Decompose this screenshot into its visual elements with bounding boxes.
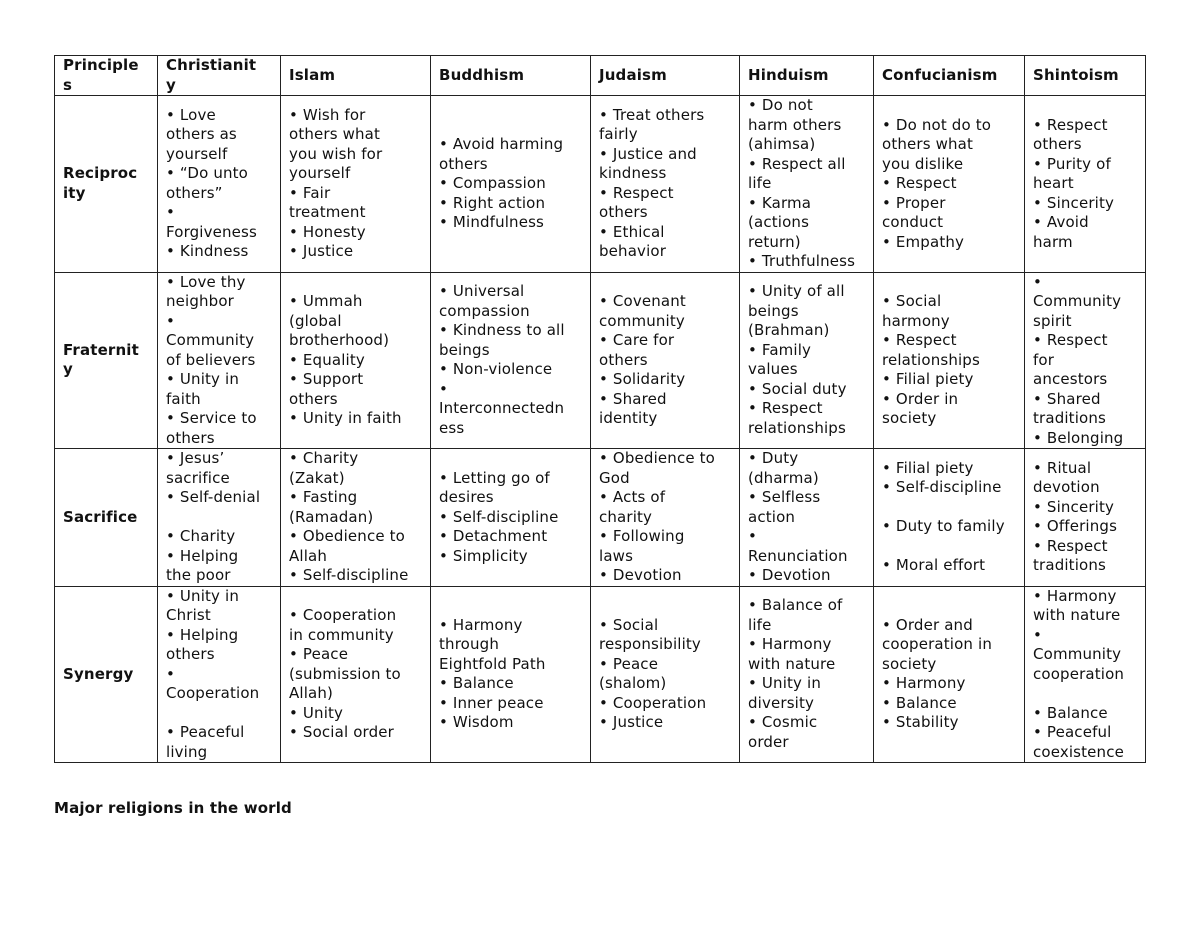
- cell-line: Shintoism: [1033, 65, 1119, 84]
- cell-line: • Letting go of: [439, 468, 550, 487]
- cell-line: brotherhood): [289, 331, 390, 349]
- cell-line: • Cooperation: [599, 693, 707, 712]
- cell-line: • Compassion: [439, 174, 546, 192]
- cell-line: others: [1033, 135, 1082, 153]
- cell-line: • Social: [882, 292, 942, 310]
- cell-synergy-hinduism: [740, 586, 874, 763]
- cell-line: • Unity in faith: [289, 409, 402, 427]
- cell-line: Eightfold Path: [439, 654, 546, 673]
- cell-line: diversity: [748, 693, 815, 712]
- cell-sacrifice-hinduism: [740, 449, 874, 587]
- header-hinduism: [740, 56, 874, 96]
- cell-line: Renunciation: [748, 546, 848, 565]
- cell-line: • Wish for: [289, 105, 366, 124]
- cell-line: harm: [1033, 232, 1073, 251]
- cell-reciprocity-islam: [281, 96, 431, 273]
- cell-line: charity: [599, 507, 653, 526]
- cell-line: • Self-discipline: [882, 478, 1002, 497]
- cell-line: you wish for: [289, 144, 383, 163]
- cell-line: kindness: [599, 164, 667, 183]
- cell-line: • Simplicity: [439, 546, 528, 565]
- cell-line: others”: [166, 183, 223, 202]
- cell-line: • Obedience to: [289, 527, 405, 545]
- cell-fraternity-buddhism: [431, 272, 591, 449]
- cell-reciprocity-shintoism: [1025, 96, 1146, 273]
- document-caption: Major religions in the world: [54, 799, 292, 817]
- cell-line: desires: [439, 488, 494, 506]
- cell-line: • Harmony: [1033, 586, 1117, 605]
- cell-line: • Karma: [748, 193, 812, 212]
- cell-line: • Ethical: [599, 222, 665, 241]
- cell-line: [882, 498, 1021, 518]
- cell-line: others what: [289, 125, 381, 144]
- cell-line: • Order in: [882, 389, 959, 408]
- table-row-fraternity: [55, 272, 1146, 449]
- cell-line: • Balance of: [748, 596, 843, 615]
- cell-line: [882, 537, 1021, 557]
- cell-line: •: [166, 203, 175, 222]
- cell-line: • Peaceful: [1033, 723, 1112, 741]
- header-principles: [55, 56, 158, 96]
- cell-line: Reciproc: [63, 164, 138, 183]
- cell-line: cooperation: [1033, 664, 1125, 683]
- cell-synergy-christianity: [158, 586, 281, 763]
- cell-line: • Sincerity: [1033, 193, 1115, 212]
- cell-line: with nature: [1033, 606, 1121, 624]
- cell-line: • Stability: [882, 713, 959, 732]
- cell-reciprocity-confucianism: [874, 96, 1025, 273]
- cell-line: • Love thy: [166, 272, 246, 291]
- cell-line: • Helping: [166, 625, 239, 644]
- cell-line: • Proper: [882, 193, 946, 212]
- cell-line: neighbor: [166, 292, 234, 310]
- cell-line: • Duty to family: [882, 517, 1005, 536]
- cell-line: Islam: [289, 65, 336, 84]
- cell-line: (Zakat): [289, 468, 345, 487]
- cell-line: compassion: [439, 301, 530, 320]
- cell-line: with nature: [748, 654, 836, 673]
- cell-line: life: [748, 615, 772, 634]
- cell-line: • Kindness to all: [439, 321, 565, 340]
- cell-line: return): [748, 232, 801, 251]
- cell-line: order: [748, 732, 789, 751]
- cell-line: traditions: [1033, 556, 1106, 575]
- cell-line: • Social order: [289, 723, 394, 741]
- cell-line: • Avoid: [1033, 213, 1089, 231]
- cell-sacrifice-buddhism: [431, 449, 591, 587]
- cell-line: • Solidarity: [599, 370, 686, 388]
- cell-line: (Brahman): [748, 321, 830, 340]
- cell-line: • Shared: [599, 389, 667, 408]
- cell-line: •: [166, 311, 175, 330]
- cell-line: others: [166, 645, 215, 663]
- cell-line: • Peace: [289, 645, 349, 663]
- cell-line: Synergy: [63, 664, 134, 683]
- cell-line: faith: [166, 389, 201, 408]
- cell-line: • Order and: [882, 615, 973, 634]
- header-buddhism: [431, 56, 591, 96]
- cell-line: • Unity of all: [748, 282, 845, 301]
- cell-line: identity: [599, 409, 658, 427]
- cell-line: living: [166, 742, 208, 761]
- cell-line: • Support: [289, 370, 364, 388]
- cell-line: • Following: [599, 527, 685, 545]
- cell-line: others: [599, 203, 648, 222]
- cell-line: yourself: [166, 144, 228, 163]
- cell-line: relationships: [882, 350, 980, 369]
- cell-line: s: [63, 75, 73, 94]
- cell-line: harm others: [748, 115, 842, 134]
- cell-line: • Wisdom: [439, 713, 514, 732]
- cell-line: • Cooperation: [289, 606, 397, 624]
- cell-line: • Fair: [289, 183, 331, 202]
- cell-line: • Devotion: [748, 566, 831, 584]
- cell-reciprocity-hinduism: [740, 96, 874, 273]
- cell-line: (shalom): [599, 674, 667, 693]
- cell-line: • Filial piety: [882, 458, 974, 477]
- cell-line: [166, 704, 277, 724]
- cell-line: (actions: [748, 213, 810, 231]
- cell-line: • Peace: [599, 654, 659, 673]
- cell-fraternity-christianity: [158, 272, 281, 449]
- header-christianity: [158, 56, 281, 96]
- cell-fraternity-hinduism: [740, 272, 874, 449]
- cell-line: • Shared: [1033, 389, 1101, 408]
- cell-line: • Unity in: [166, 370, 239, 388]
- cell-line: Cooperation: [166, 684, 260, 702]
- cell-sacrifice-confucianism: [874, 449, 1025, 587]
- cell-line: Allah: [289, 546, 328, 565]
- cell-line: • Moral effort: [882, 556, 986, 575]
- cell-line: • Charity: [166, 527, 236, 545]
- header-islam: [281, 56, 431, 96]
- cell-line: • Peaceful: [166, 723, 245, 741]
- cell-line: [1033, 684, 1142, 704]
- cell-line: • Covenant: [599, 292, 686, 310]
- cell-line: • Self-discipline: [439, 507, 559, 526]
- cell-line: • Fasting: [289, 488, 358, 506]
- cell-line: • Balance: [1033, 703, 1108, 722]
- cell-line: life: [748, 174, 772, 192]
- cell-line: (dharma): [748, 468, 819, 487]
- cell-line: •: [439, 379, 448, 398]
- cell-line: Fraternit: [63, 340, 139, 359]
- cell-line: • Self-discipline: [289, 566, 409, 584]
- cell-sacrifice-islam: [281, 449, 431, 587]
- header-confucianism: [874, 56, 1025, 96]
- cell-line: y: [166, 75, 176, 94]
- cell-line: • Offerings: [1033, 517, 1118, 536]
- cell-line: • Belonging: [1033, 428, 1124, 447]
- cell-line: behavior: [599, 242, 667, 261]
- cell-synergy-shintoism: [1025, 586, 1146, 763]
- cell-line: • Honesty: [289, 222, 366, 241]
- cell-line: devotion: [1033, 478, 1100, 497]
- cell-line: • Respect: [882, 331, 957, 349]
- cell-reciprocity-christianity: [158, 96, 281, 273]
- cell-line: • Jesus’: [166, 449, 225, 467]
- cell-line: ity: [63, 183, 86, 202]
- cell-line: • Family: [748, 340, 812, 359]
- cell-line: others what: [882, 135, 974, 153]
- cell-line: (Ramadan): [289, 507, 374, 526]
- cell-line: treatment: [289, 203, 366, 222]
- table-row-synergy: [55, 586, 1146, 763]
- cell-line: •: [748, 527, 757, 545]
- cell-sacrifice-christianity: [158, 449, 281, 587]
- cell-line: • Respect: [882, 174, 957, 192]
- cell-line: • Respect: [1033, 536, 1108, 555]
- cell-line: others: [166, 428, 215, 447]
- cell-sacrifice-judaism: [591, 449, 740, 587]
- cell-line: you dislike: [882, 154, 964, 173]
- cell-line: through: [439, 635, 499, 654]
- cell-line: • “Do unto: [166, 164, 248, 183]
- cell-line: others: [439, 154, 488, 173]
- cell-line: • Unity in: [166, 586, 239, 605]
- cell-line: • Kindness: [166, 242, 249, 261]
- cell-line: cooperation in: [882, 635, 992, 654]
- cell-line: coexistence: [1033, 742, 1124, 761]
- cell-line: • Respect: [599, 183, 674, 202]
- cell-line: • Self-denial: [166, 488, 261, 506]
- cell-line: • Care for: [599, 331, 675, 349]
- cell-line: (ahimsa): [748, 135, 816, 153]
- cell-line: • Service to: [166, 409, 257, 427]
- cell-line: • Respect: [1033, 115, 1108, 134]
- cell-line: • Obedience to: [599, 449, 715, 467]
- row-label-synergy: [55, 586, 158, 763]
- cell-line: • Justice: [289, 242, 354, 261]
- cell-line: beings: [439, 340, 490, 359]
- cell-line: • Harmony: [748, 635, 832, 654]
- cell-line: ess: [439, 418, 465, 437]
- cell-line: yourself: [289, 164, 351, 183]
- cell-line: Community: [166, 331, 255, 349]
- cell-line: Allah): [289, 684, 334, 702]
- table-row-sacrifice: [55, 449, 1146, 587]
- cell-line: • Equality: [289, 350, 365, 369]
- cell-synergy-judaism: [591, 586, 740, 763]
- cell-fraternity-confucianism: [874, 272, 1025, 449]
- cell-line: Judaism: [599, 65, 667, 84]
- cell-line: •: [1033, 625, 1042, 644]
- cell-line: • Love: [166, 105, 216, 124]
- cell-line: • Acts of: [599, 488, 666, 506]
- cell-line: • Respect: [748, 399, 823, 418]
- cell-line: society: [882, 409, 937, 427]
- cell-line: fairly: [599, 125, 638, 144]
- cell-line: Community: [1033, 292, 1122, 310]
- cell-line: • Helping: [166, 546, 239, 565]
- cell-line: • Do not do to: [882, 115, 992, 134]
- cell-line: Confucianism: [882, 65, 998, 84]
- cell-reciprocity-judaism: [591, 96, 740, 273]
- cell-line: • Treat others: [599, 105, 705, 124]
- row-label-reciprocity: [55, 96, 158, 273]
- cell-line: • Truthfulness: [748, 252, 856, 270]
- cell-line: beings: [748, 301, 799, 320]
- cell-line: • Sincerity: [1033, 497, 1115, 516]
- cell-line: others as: [166, 125, 237, 144]
- cell-line: action: [748, 507, 796, 526]
- cell-line: •: [166, 664, 175, 683]
- cell-line: society: [882, 654, 937, 673]
- cell-line: • Balance: [439, 674, 514, 693]
- cell-line: • Empathy: [882, 232, 965, 251]
- cell-line: • Justice and: [599, 144, 697, 163]
- cell-line: (submission to: [289, 664, 401, 683]
- cell-line: y: [63, 360, 73, 379]
- cell-line: • Harmony: [439, 615, 523, 634]
- cell-line: • Do not: [748, 96, 813, 114]
- cell-line: others: [599, 350, 648, 369]
- cell-line: [166, 508, 277, 528]
- cell-line: • Ritual: [1033, 458, 1092, 477]
- cell-line: •: [1033, 272, 1042, 291]
- cell-line: Buddhism: [439, 65, 525, 84]
- row-label-fraternity: [55, 272, 158, 449]
- cell-synergy-islam: [281, 586, 431, 763]
- cell-line: values: [748, 360, 798, 379]
- header-shintoism: [1025, 56, 1146, 96]
- cell-line: • Devotion: [599, 566, 682, 584]
- cell-line: • Balance: [882, 693, 957, 712]
- cell-line: Interconnectedn: [439, 399, 565, 418]
- cell-reciprocity-buddhism: [431, 96, 591, 273]
- cell-line: others: [289, 389, 338, 408]
- cell-fraternity-judaism: [591, 272, 740, 449]
- cell-line: • Social duty: [748, 379, 847, 398]
- cell-line: • Justice: [599, 713, 664, 732]
- cell-fraternity-shintoism: [1025, 272, 1146, 449]
- cell-line: • Purity of: [1033, 154, 1111, 173]
- cell-line: conduct: [882, 213, 944, 231]
- cell-line: Christianit: [166, 56, 257, 74]
- cell-line: • Respect all: [748, 154, 846, 173]
- cell-line: Sacrifice: [63, 507, 138, 526]
- cell-line: Community: [1033, 645, 1122, 663]
- cell-line: for: [1033, 350, 1055, 369]
- cell-sacrifice-shintoism: [1025, 449, 1146, 587]
- cell-line: • Unity in: [748, 674, 821, 693]
- cell-line: of believers: [166, 350, 256, 369]
- header-judaism: [591, 56, 740, 96]
- cell-line: ancestors: [1033, 370, 1108, 388]
- cell-line: heart: [1033, 174, 1074, 192]
- cell-line: • Filial piety: [882, 370, 974, 388]
- cell-line: harmony: [882, 311, 950, 330]
- cell-line: in community: [289, 625, 394, 644]
- cell-line: • Cosmic: [748, 713, 818, 732]
- cell-line: • Inner peace: [439, 693, 544, 712]
- cell-line: • Detachment: [439, 527, 548, 545]
- cell-line: Hinduism: [748, 65, 829, 84]
- cell-line: responsibility: [599, 635, 701, 654]
- cell-line: • Avoid harming: [439, 135, 564, 153]
- cell-line: Forgiveness: [166, 222, 257, 241]
- row-label-sacrifice: [55, 449, 158, 587]
- cell-line: Christ: [166, 606, 211, 624]
- cell-line: • Right action: [439, 193, 546, 212]
- cell-line: spirit: [1033, 311, 1072, 330]
- cell-line: relationships: [748, 418, 846, 437]
- cell-line: • Mindfulness: [439, 213, 545, 231]
- cell-line: Principle: [63, 56, 139, 74]
- cell-line: community: [599, 311, 685, 330]
- cell-line: the poor: [166, 566, 231, 584]
- cell-synergy-confucianism: [874, 586, 1025, 763]
- cell-line: • Ummah: [289, 292, 363, 310]
- cell-line: • Duty: [748, 449, 799, 467]
- religions-principles-table: [54, 55, 1146, 763]
- cell-line: traditions: [1033, 409, 1106, 427]
- cell-line: (global: [289, 311, 342, 330]
- cell-line: • Non-violence: [439, 360, 553, 379]
- cell-line: • Charity: [289, 449, 359, 467]
- header-row: [55, 56, 1146, 96]
- cell-line: • Social: [599, 615, 659, 634]
- cell-line: • Unity: [289, 703, 344, 722]
- cell-line: • Respect: [1033, 331, 1108, 349]
- cell-line: • Universal: [439, 282, 525, 301]
- cell-fraternity-islam: [281, 272, 431, 449]
- cell-line: • Selfless: [748, 488, 821, 506]
- table-row-reciprocity: [55, 96, 1146, 273]
- cell-line: • Harmony: [882, 674, 966, 693]
- cell-line: laws: [599, 546, 634, 565]
- cell-synergy-buddhism: [431, 586, 591, 763]
- cell-line: God: [599, 468, 630, 487]
- cell-line: sacrifice: [166, 468, 230, 487]
